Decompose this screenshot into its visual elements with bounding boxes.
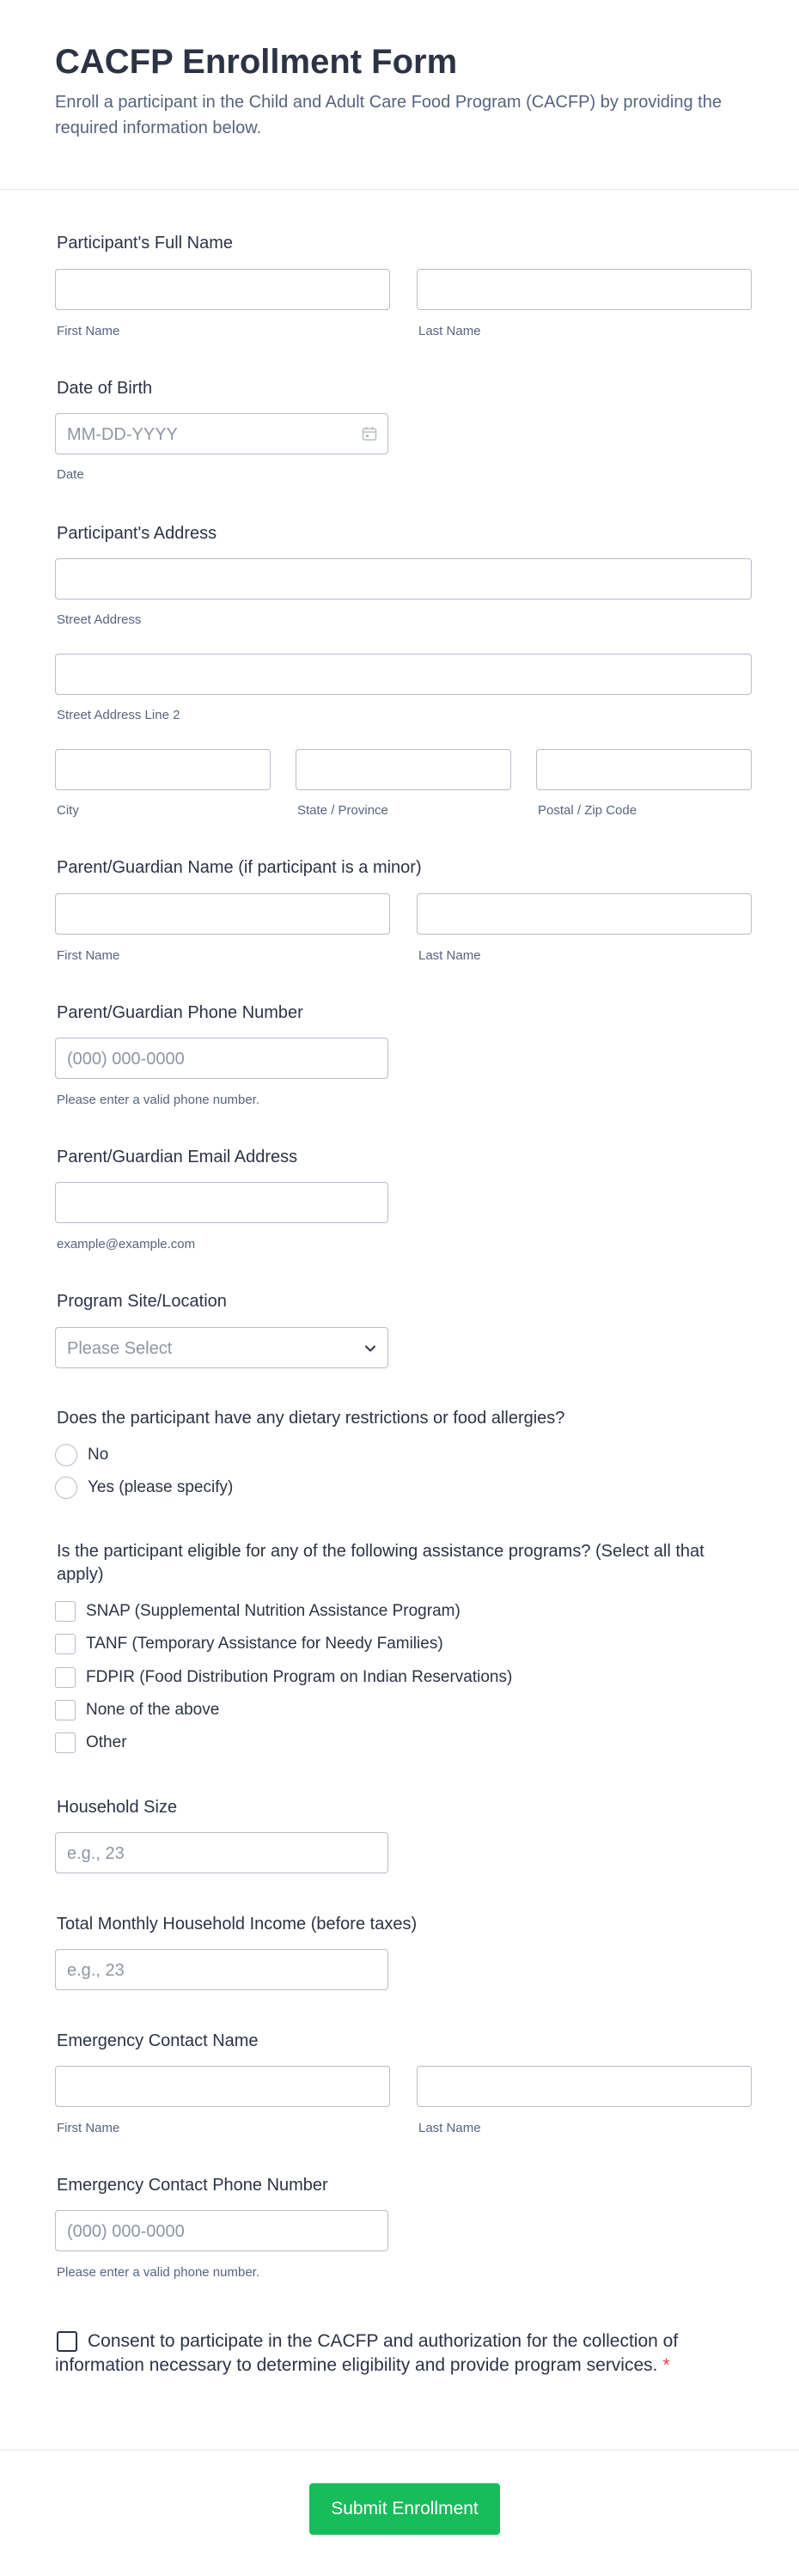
guardian-last-name-input[interactable] (417, 893, 752, 935)
dietary-option-label: Yes (please specify) (88, 1478, 234, 1496)
assistance-option-fdpir[interactable] (55, 1666, 512, 1690)
guardian-last-name-sublabel: Last Name (418, 948, 481, 963)
assistance-option-label: TANF (Temporary Assistance for Needy Families) (86, 1635, 443, 1653)
checkbox[interactable] (55, 1667, 76, 1688)
form-header (55, 41, 751, 141)
form-subtitle: Enroll a participant in the Child and Adult Care Food Program (CACFP) by providing the required information below. (55, 93, 722, 137)
income-label: Total Monthly Household Income (before taxes) (57, 1915, 418, 1934)
participant-first-name-sublabel: First Name (57, 324, 120, 338)
assistance-option-snap[interactable] (55, 1599, 460, 1623)
city-input[interactable] (55, 749, 271, 790)
emergency-phone-placeholder: (000) 000-0000 (67, 2222, 185, 2241)
household-size-input[interactable] (55, 1832, 388, 1873)
header-divider (0, 189, 799, 190)
street-address-line2-sublabel: Street Address Line 2 (57, 708, 180, 722)
street-address-sublabel: Street Address (57, 612, 142, 627)
dob-input[interactable] (55, 413, 388, 454)
program-site-label: Program Site/Location (57, 1292, 227, 1311)
assistance-option-label: None of the above (86, 1701, 220, 1719)
assistance-option-none[interactable] (55, 1698, 219, 1722)
income-input[interactable] (55, 1949, 388, 1990)
guardian-email-sublabel: example@example.com (57, 1237, 196, 1251)
program-site-selected-value: Please Select (67, 1339, 173, 1358)
dietary-label: Does the participant have any dietary restrictions or food allergies? (57, 1409, 565, 1428)
guardian-phone-label: Parent/Guardian Phone Number (57, 1003, 303, 1022)
checkbox[interactable] (55, 1634, 76, 1654)
household-size-placeholder: e.g., 23 (67, 1844, 125, 1863)
zip-input[interactable] (536, 749, 752, 790)
emergency-phone-sublabel: Please enter a valid phone number. (57, 2265, 259, 2280)
calendar-icon[interactable] (362, 426, 377, 442)
checkbox[interactable] (55, 1733, 76, 1753)
assistance-option-label: FDPIR (Food Distribution Program on Indian Reservations) (86, 1668, 513, 1686)
consent-checkbox[interactable] (57, 2331, 77, 2352)
consent-statement: Consent to participate in the CACFP and authorization for the collection of information necessary to determine eligibility and provide program services. (55, 2331, 679, 2375)
zip-sublabel: Postal / Zip Code (538, 803, 637, 818)
emergency-last-name-sublabel: Last Name (418, 2121, 481, 2135)
guardian-phone-sublabel: Please enter a valid phone number. (57, 1093, 259, 1107)
dietary-option-label: No (88, 1446, 109, 1464)
participant-name-label: Participant's Full Name (57, 234, 233, 253)
emergency-first-name-sublabel: First Name (57, 2121, 120, 2135)
dob-placeholder: MM-DD-YYYY (67, 425, 178, 444)
submit-enrollment-button[interactable]: Submit Enrollment (309, 2483, 500, 2535)
emergency-first-name-input[interactable] (55, 2066, 390, 2107)
income-placeholder: e.g., 23 (67, 1961, 125, 1980)
assistance-option-label: SNAP (Supplemental Nutrition Assistance Program) (86, 1602, 460, 1620)
participant-last-name-input[interactable] (417, 269, 752, 310)
address-label: Participant's Address (57, 524, 217, 543)
participant-last-name-sublabel: Last Name (418, 324, 481, 338)
dob-label: Date of Birth (57, 379, 153, 398)
guardian-phone-placeholder: (000) 000-0000 (67, 1050, 185, 1069)
emergency-name-label: Emergency Contact Name (57, 2031, 259, 2050)
program-site-select[interactable] (55, 1327, 388, 1368)
chevron-down-icon (363, 1342, 377, 1355)
state-sublabel: State / Province (297, 803, 388, 818)
guardian-phone-input[interactable] (55, 1038, 388, 1079)
assistance-option-tanf[interactable] (55, 1632, 443, 1656)
assistance-option-label: Other (86, 1733, 127, 1751)
dietary-option-yes[interactable] (55, 1476, 233, 1500)
required-marker: * (662, 2355, 670, 2375)
guardian-email-label: Parent/Guardian Email Address (57, 1148, 298, 1166)
participant-first-name-input[interactable] (55, 269, 390, 310)
guardian-name-label: Parent/Guardian Name (if participant is a minor) (57, 858, 422, 877)
form-title: CACFP Enrollment Form (55, 43, 458, 81)
checkbox[interactable] (55, 1700, 76, 1720)
street-address-input[interactable] (55, 558, 752, 600)
guardian-first-name-input[interactable] (55, 893, 390, 935)
guardian-email-input[interactable] (55, 1182, 388, 1223)
assistance-option-other[interactable] (55, 1731, 127, 1755)
emergency-phone-label: Emergency Contact Phone Number (57, 2176, 328, 2195)
footer-divider (0, 2450, 799, 2451)
consent-text (55, 2329, 682, 2378)
emergency-phone-input[interactable] (55, 2210, 388, 2251)
radio-button[interactable] (55, 1444, 77, 1466)
assistance-label: Is the participant eligible for any of the following assistance programs? (Select all that apply) (57, 1542, 704, 1584)
guardian-first-name-sublabel: First Name (57, 948, 120, 963)
state-input[interactable] (296, 749, 511, 790)
street-address-line2-input[interactable] (55, 654, 752, 695)
checkbox[interactable] (55, 1601, 76, 1622)
dietary-option-no[interactable] (55, 1443, 108, 1467)
city-sublabel: City (57, 803, 79, 818)
emergency-last-name-input[interactable] (417, 2066, 752, 2107)
dob-sublabel: Date (57, 467, 84, 482)
radio-button[interactable] (55, 1477, 77, 1499)
household-size-label: Household Size (57, 1798, 178, 1817)
